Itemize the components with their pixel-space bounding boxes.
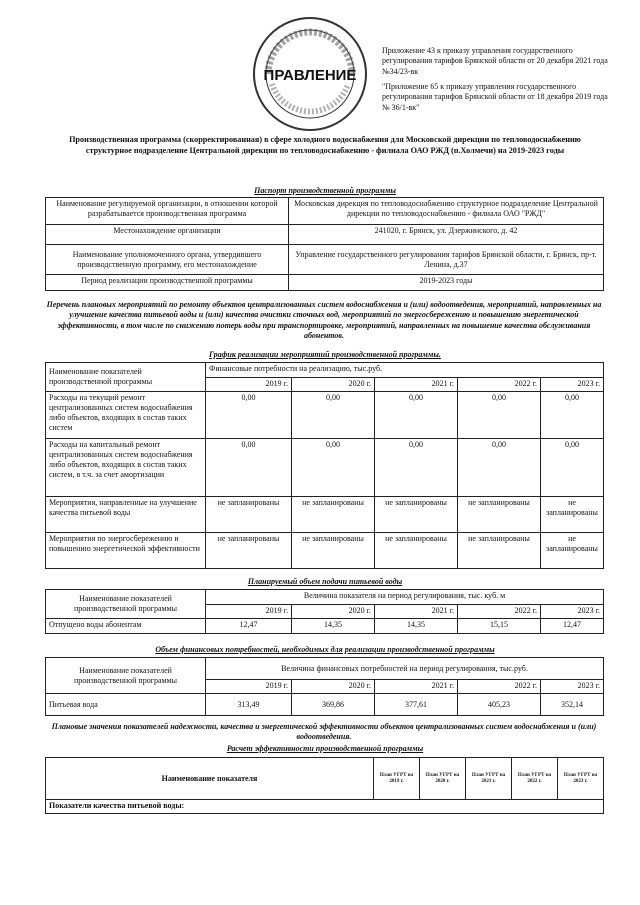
year-header: 2020 г. xyxy=(292,680,375,694)
row-label: Мероприятия, направленные на улучшение качества питьевой воды xyxy=(46,497,206,533)
cell-value: 0,00 xyxy=(292,392,375,439)
reliability-heading: Плановые значения показателей надежности, качества и энергетической эффективности объектов централизованных систем водоснабжения и (или) водоотведения. xyxy=(51,722,597,742)
row-label: Питьевая вода xyxy=(46,694,206,716)
passport-label: Местонахождение организации xyxy=(46,225,289,245)
cell-value: не запланированы xyxy=(206,533,292,569)
passport-label: Наименование регулируемой организации, в отношении которой разрабатывается производственная программа xyxy=(46,198,289,225)
column-header: Наименование показателей производственной программы xyxy=(46,590,206,619)
year-header: 2019 г. xyxy=(206,605,292,619)
appendix-note-2: "Приложение 65 к приказу управления государственного регулирования тарифов Брянской области от 18 декабря 2019 года № 36/1-вк" xyxy=(382,82,608,112)
volume-heading: Планируемый объем подачи питьевой воды xyxy=(247,577,403,586)
cell-value: 12,47 xyxy=(206,619,292,634)
cell-value: не запланированы xyxy=(375,497,458,533)
cell-value: не запланированы xyxy=(292,533,375,569)
cell-value: 14,35 xyxy=(375,619,458,634)
passport-value: Управление государственного регулирования тарифов Брянской области, г. Брянск, пр-т. Ленина, д.37 xyxy=(289,245,604,275)
passport-value: 241020, г. Брянск, ул. Дзержинского, д. 42 xyxy=(289,225,604,245)
passport-row xyxy=(46,245,604,275)
cell-value: не запланированы xyxy=(541,497,604,533)
cell-value: не запланированы xyxy=(541,533,604,569)
table-row xyxy=(46,392,604,439)
column-header: Наименование показателей производственной программы xyxy=(46,363,206,392)
cell-value: 0,00 xyxy=(375,392,458,439)
cell-value: 369,86 xyxy=(292,694,375,716)
cell-value: 14,35 xyxy=(292,619,375,634)
table-row xyxy=(46,619,604,634)
table-header-row xyxy=(46,758,604,800)
document-title: Производственная программа (скорректированная) в сфере холодного водоснабжения для Московской дирекции по тепловодоснабжению структурное подразделение Центральной дирекции по тепловодоснабжению - филиала ОАО РЖД (п.Холмечи) на 2019-2023 годы xyxy=(69,135,581,156)
table-header-row xyxy=(46,363,604,378)
cell-value: 313,49 xyxy=(206,694,292,716)
column-group-header: Финансовые потребности на реализацию, тыс.руб. xyxy=(206,363,604,378)
section-label: Показатели качества питьевой воды: xyxy=(46,800,604,814)
cell-value: 15,15 xyxy=(458,619,541,634)
column-group-header: Величина показателя на период регулирования, тыс. куб. м xyxy=(206,590,604,605)
table-row xyxy=(46,497,604,533)
table-header-row xyxy=(46,590,604,605)
finance-table xyxy=(45,657,604,716)
cell-value: 0,00 xyxy=(541,392,604,439)
passport-heading: Паспорт производственной программы xyxy=(254,186,396,195)
passport-table xyxy=(45,197,604,291)
reliability-table xyxy=(45,757,604,814)
reliability-subheading: Расчет эффективности производственной программы xyxy=(226,744,424,753)
year-header: 2021 г. xyxy=(375,605,458,619)
finance-heading: Объем финансовых потребностей, необходимых для реализации производственной программы xyxy=(155,645,495,654)
column-group-header: Величина финансовых потребностей на период регулирования, тыс.руб. xyxy=(206,658,604,680)
table-row xyxy=(46,533,604,569)
measures-subheading: График реализации мероприятий производственной программы. xyxy=(209,350,441,359)
year-header: 2020 г. xyxy=(292,378,375,392)
passport-label: Период реализации производственной программы xyxy=(46,275,289,291)
row-label: Мероприятия по энергосбережению и повышению энергетической эффективности xyxy=(46,533,206,569)
table-row xyxy=(46,694,604,716)
cell-value: 0,00 xyxy=(541,439,604,497)
cell-value: не запланированы xyxy=(458,497,541,533)
passport-row xyxy=(46,225,604,245)
passport-value: 2019-2023 годы xyxy=(289,275,604,291)
passport-row xyxy=(46,198,604,225)
cell-value: 0,00 xyxy=(375,439,458,497)
year-header: 2020 г. xyxy=(292,605,375,619)
measures-heading: Перечень плановых мероприятий по ремонту объектов централизованных систем водоснабжения и (или) водоотведения, мероприятий, направленных на улучшение качества питьевой воды и (или) качества очистки сточных вод, мероприятий по энергосбережению и повышению энергетической эффективности, в том числе по снижению потерь воды при транспортировке, мероприятий, направленных на повышение качества обслуживания абонентов. xyxy=(46,300,602,341)
cell-value: 0,00 xyxy=(206,439,292,497)
table-row xyxy=(46,439,604,497)
column-header: Наименование показателей производственной программы xyxy=(46,658,206,694)
organization-seal xyxy=(250,14,370,134)
cell-value: 0,00 xyxy=(458,439,541,497)
cell-value: 352,14 xyxy=(541,694,604,716)
cell-value: не запланированы xyxy=(375,533,458,569)
volume-table xyxy=(45,589,604,634)
year-header: 2022 г. xyxy=(458,378,541,392)
passport-label: Наименование уполномоченного органа, утвердившего производственную программу, его местонахождение xyxy=(46,245,289,275)
table-header-row xyxy=(46,658,604,680)
cell-value: 405,23 xyxy=(458,694,541,716)
plan-column-header: План УГРТ на 2023 г. xyxy=(558,758,604,800)
table-section-row xyxy=(46,800,604,814)
year-header: 2019 г. xyxy=(206,680,292,694)
year-header: 2022 г. xyxy=(458,680,541,694)
plan-column-header: План УГРТ на 2020 г. xyxy=(420,758,466,800)
cell-value: не запланированы xyxy=(292,497,375,533)
passport-value: Московская дирекция по тепловодоснабжению структурное подразделение Центральной дирекции по тепловодоснабжению - филиала ОАО "РЖД" xyxy=(289,198,604,225)
measures-table xyxy=(45,362,604,569)
cell-value: 0,00 xyxy=(206,392,292,439)
plan-column-header: План УГРТ на 2021 г. xyxy=(466,758,512,800)
appendix-note-1: Приложение 43 к приказу управления государственного регулирования тарифов Брянской области от 20 декабря 2021 года №34/23-вк xyxy=(382,46,608,76)
cell-value: не запланированы xyxy=(458,533,541,569)
year-header: 2023 г. xyxy=(541,605,604,619)
year-header: 2023 г. xyxy=(541,378,604,392)
year-header: 2022 г. xyxy=(458,605,541,619)
passport-row xyxy=(46,275,604,291)
plan-column-header: План УГРТ на 2022 г. xyxy=(512,758,558,800)
year-header: 2023 г. xyxy=(541,680,604,694)
column-header: Наименование показателя xyxy=(46,758,374,800)
cell-value: 12,47 xyxy=(541,619,604,634)
seal-text: ПРАВЛЕНИЕ xyxy=(263,67,357,84)
cell-value: 0,00 xyxy=(292,439,375,497)
year-header: 2021 г. xyxy=(375,378,458,392)
cell-value: 377,61 xyxy=(375,694,458,716)
plan-column-header: План УГРТ на 2019 г. xyxy=(374,758,420,800)
row-label: Расходы на текущий ремонт централизованных систем водоснабжения либо объектов, входящих в состав таких систем xyxy=(46,392,206,439)
row-label: Расходы на капитальный ремонт централизованных систем водоснабжения либо объектов, входящих в состав таких систем, в т.ч. за счет амортизации xyxy=(46,439,206,497)
cell-value: не запланированы xyxy=(206,497,292,533)
year-header: 2021 г. xyxy=(375,680,458,694)
cell-value: 0,00 xyxy=(458,392,541,439)
year-header: 2019 г. xyxy=(206,378,292,392)
row-label: Отпущено воды абонентам xyxy=(46,619,206,634)
